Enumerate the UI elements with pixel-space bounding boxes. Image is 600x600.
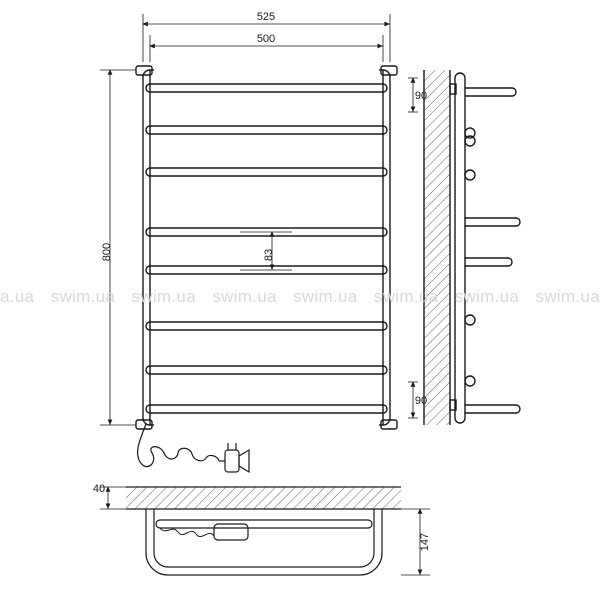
dim-90-top-label: 90 <box>414 90 428 102</box>
watermark-item: swim.ua <box>131 287 196 306</box>
dim-147-label: 147 <box>419 532 431 552</box>
dim-83-label: 83 <box>263 248 275 262</box>
dim-525-label: 525 <box>256 11 276 23</box>
front-view-dimension-labels <box>101 11 275 261</box>
watermark-item: swim.ua <box>454 287 520 306</box>
watermark-item: a.ua <box>0 287 35 306</box>
dim-800-label: 800 <box>101 242 113 262</box>
watermark-item: swim.ua <box>212 287 277 306</box>
plan-view <box>93 483 431 575</box>
wall-hatch <box>424 70 450 425</box>
side-view <box>408 70 520 425</box>
plan-wall-hatch <box>126 487 401 509</box>
watermark-item: swim.ua <box>293 287 358 306</box>
dim-40-label: 40 <box>92 483 106 495</box>
dim-500-label: 500 <box>256 33 276 45</box>
watermark-item: swim.ua <box>535 287 600 306</box>
front-view <box>136 66 397 472</box>
power-cord <box>138 424 225 467</box>
watermark-item: swim.ua <box>50 287 116 306</box>
plug <box>225 443 249 472</box>
watermark-item: swim.ua <box>373 287 439 306</box>
dim-90-bottom-label: 90 <box>414 395 428 407</box>
